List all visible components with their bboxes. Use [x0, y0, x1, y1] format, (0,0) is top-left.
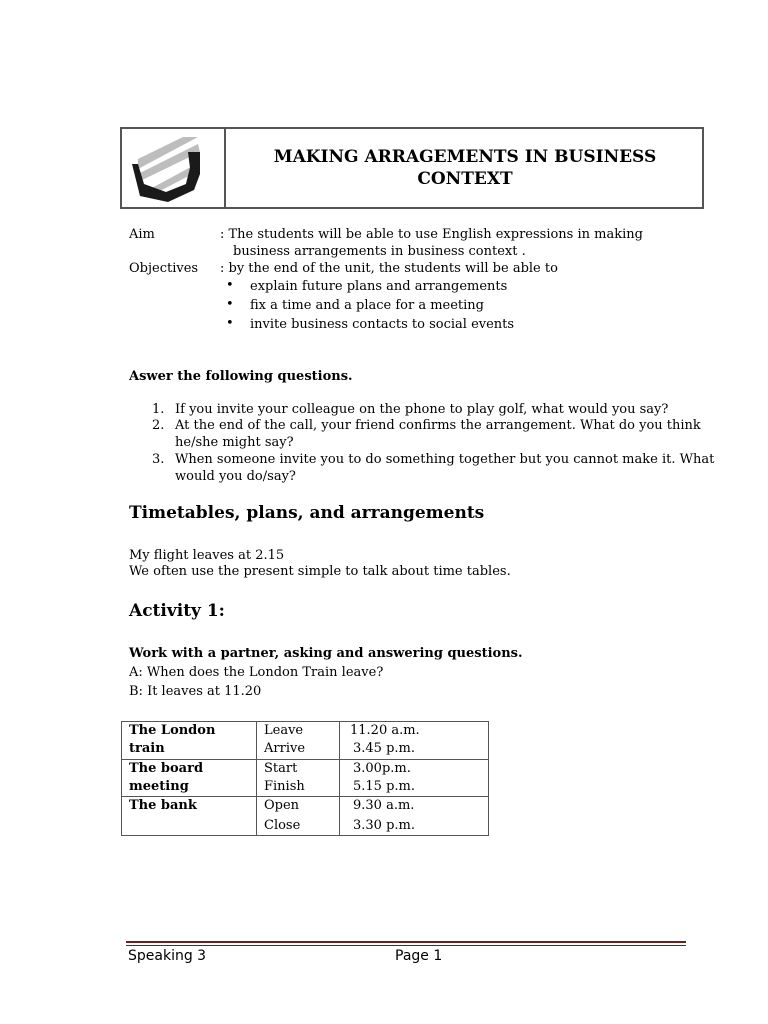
- time-end: 3.45 p.m.: [353, 741, 415, 756]
- event-cell: The board meeting: [122, 760, 257, 797]
- example-answer: B: It leaves at 11.20: [129, 684, 262, 699]
- aim-label: Aim: [129, 227, 155, 242]
- time-end: 5.15 p.m.: [353, 779, 415, 794]
- bullet-icon: •: [226, 278, 234, 293]
- schedule-table: [121, 721, 489, 836]
- question-number: 1.: [152, 402, 165, 417]
- table-row: [122, 722, 489, 760]
- verb-cell: [257, 722, 340, 760]
- verb-start: Open: [264, 798, 300, 813]
- objective-item: invite business contacts to social events: [250, 317, 515, 332]
- event-cell: The London train: [122, 722, 257, 760]
- verb-cell: [257, 797, 340, 836]
- section-heading-timetables: Timetables, plans, and arrangements: [129, 503, 485, 523]
- question-number: 2.: [152, 418, 165, 433]
- verb-start: Leave: [264, 723, 304, 738]
- footer-rule: [126, 941, 686, 943]
- table-row: [122, 760, 489, 797]
- question-text-continued: he/she might say?: [175, 435, 294, 450]
- footer-course-name: Speaking 3: [128, 948, 207, 964]
- example-question: A: When does the London Train leave?: [129, 665, 384, 680]
- time-end: 3.30 p.m.: [353, 818, 415, 833]
- verb-start: Start: [264, 761, 298, 776]
- questions-heading: Aswer the following questions.: [129, 369, 353, 384]
- question-text-continued: would you do/say?: [175, 469, 296, 484]
- question-text: When someone invite you to do something together but you cannot make it. What: [175, 452, 715, 467]
- title-line-1: MAKING ARRAGEMENTS IN BUSINESS: [273, 147, 657, 167]
- time-start: 11.20 a.m.: [350, 723, 420, 738]
- time-cell: [340, 722, 489, 760]
- footer-rule-thin: [126, 945, 686, 946]
- logo-icon: [128, 134, 218, 208]
- section-heading-activity: Activity 1:: [129, 601, 225, 621]
- title-line-2: CONTEXT: [417, 169, 513, 189]
- bullet-icon: •: [226, 316, 234, 331]
- question-number: 3.: [152, 452, 165, 467]
- time-start: 9.30 a.m.: [353, 798, 415, 813]
- objective-item: explain future plans and arrangements: [250, 279, 508, 294]
- verb-end: Arrive: [264, 741, 306, 756]
- question-text: If you invite your colleague on the phone to play golf, what would you say?: [175, 402, 669, 417]
- verb-end: Close: [264, 818, 301, 833]
- page-title: [226, 146, 704, 190]
- timetables-example: My flight leaves at 2.15: [129, 548, 285, 563]
- objectives-label: Objectives: [129, 261, 199, 276]
- verb-end: Finish: [264, 779, 305, 794]
- footer-page-number: Page 1: [395, 948, 443, 964]
- event-cell: The bank: [122, 797, 257, 836]
- activity-instruction: Work with a partner, asking and answering questions.: [129, 646, 523, 661]
- time-cell: [340, 760, 489, 797]
- time-start: 3.00p.m.: [353, 761, 411, 776]
- bullet-icon: •: [226, 297, 234, 312]
- verb-cell: [257, 760, 340, 797]
- aim-text-line-1: : The students will be able to use English expressions in making: [220, 227, 643, 242]
- time-cell: [340, 797, 489, 836]
- aim-text-line-2: business arrangements in business context .: [233, 244, 526, 259]
- question-text: At the end of the call, your friend confirms the arrangement. What do you think: [175, 418, 701, 433]
- table-row: [122, 797, 489, 836]
- objectives-intro: : by the end of the unit, the students will be able to: [220, 261, 558, 276]
- timetables-explanation: We often use the present simple to talk about time tables.: [129, 564, 511, 579]
- objective-item: fix a time and a place for a meeting: [250, 298, 485, 313]
